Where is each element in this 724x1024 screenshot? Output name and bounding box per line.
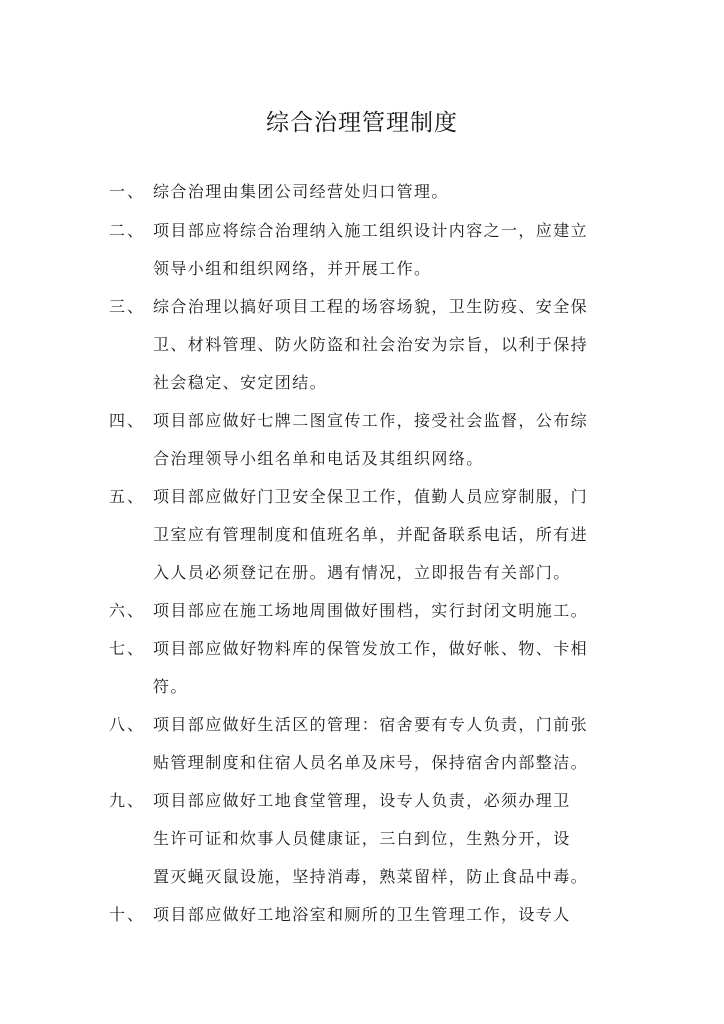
clause-text: 项目部应做好生活区的管理：宿舍要有专人负责，门前张: [153, 715, 589, 734]
clause-text: 项目部应将综合治理纳入施工组织设计内容之一，应建立: [153, 221, 589, 240]
clause-text: 贴管理制度和住宿人员名单及床号，保持宿舍内部整洁。: [153, 753, 589, 772]
clause-number: 五、: [109, 487, 146, 506]
clause-text: 领导小组和组织网络，并开展工作。: [153, 259, 432, 278]
clause-text: 项目部应做好工地食堂管理，设专人负责，必须办理卫: [153, 791, 571, 810]
clause-text: 项目部应做好物料库的保管发放工作，做好帐、物、卡相: [153, 639, 589, 658]
clause-text: 项目部应在施工场地周围做好围档，实行封闭文明施工。: [153, 601, 589, 620]
clause-text: 卫室应有管理制度和值班名单，并配备联系电话，所有进: [153, 525, 589, 544]
clause-text: 项目部应做好门卫安全保卫工作，值勤人员应穿制服，门: [153, 487, 589, 506]
clause-number: 四、: [109, 411, 146, 430]
clause-number: 十、: [109, 905, 146, 924]
document-title: 综合治理管理制度: [266, 110, 458, 136]
clause-number: 一、: [109, 182, 146, 201]
clause-number: 七、: [109, 639, 146, 658]
clause-text: 置灭蝇灭鼠设施，坚持消毒，熟菜留样，防止食品中毒。: [153, 867, 589, 886]
clause-text: 符。: [153, 677, 188, 696]
clause-number: 八、: [109, 715, 146, 734]
clause-number: 二、: [109, 221, 146, 240]
clause-text: 综合治理以搞好项目工程的场容场貌，卫生防疫、安全保: [153, 297, 589, 316]
clause-text: 合治理领导小组名单和电话及其组织网络。: [153, 449, 484, 468]
clause-number: 九、: [109, 791, 146, 810]
clause-text: 卫、材料管理、防火防盗和社会治安为宗旨，以利于保持: [153, 335, 589, 354]
clause-number: 三、: [109, 297, 146, 316]
clause-text: 社会稳定、安定团结。: [153, 373, 328, 392]
clause-text: 项目部应做好工地浴室和厕所的卫生管理工作，设专人: [153, 905, 571, 924]
clause-text: 综合治理由集团公司经营处归口管理。: [153, 182, 449, 201]
clause-text: 入人员必须登记在册。遇有情况，立即报告有关部门。: [153, 563, 571, 582]
clause-number: 六、: [109, 601, 146, 620]
clause-text: 生许可证和炊事人员健康证，三白到位，生熟分开，设: [153, 829, 571, 848]
clause-text: 项目部应做好七牌二图宣传工作，接受社会监督，公布综: [153, 411, 589, 430]
